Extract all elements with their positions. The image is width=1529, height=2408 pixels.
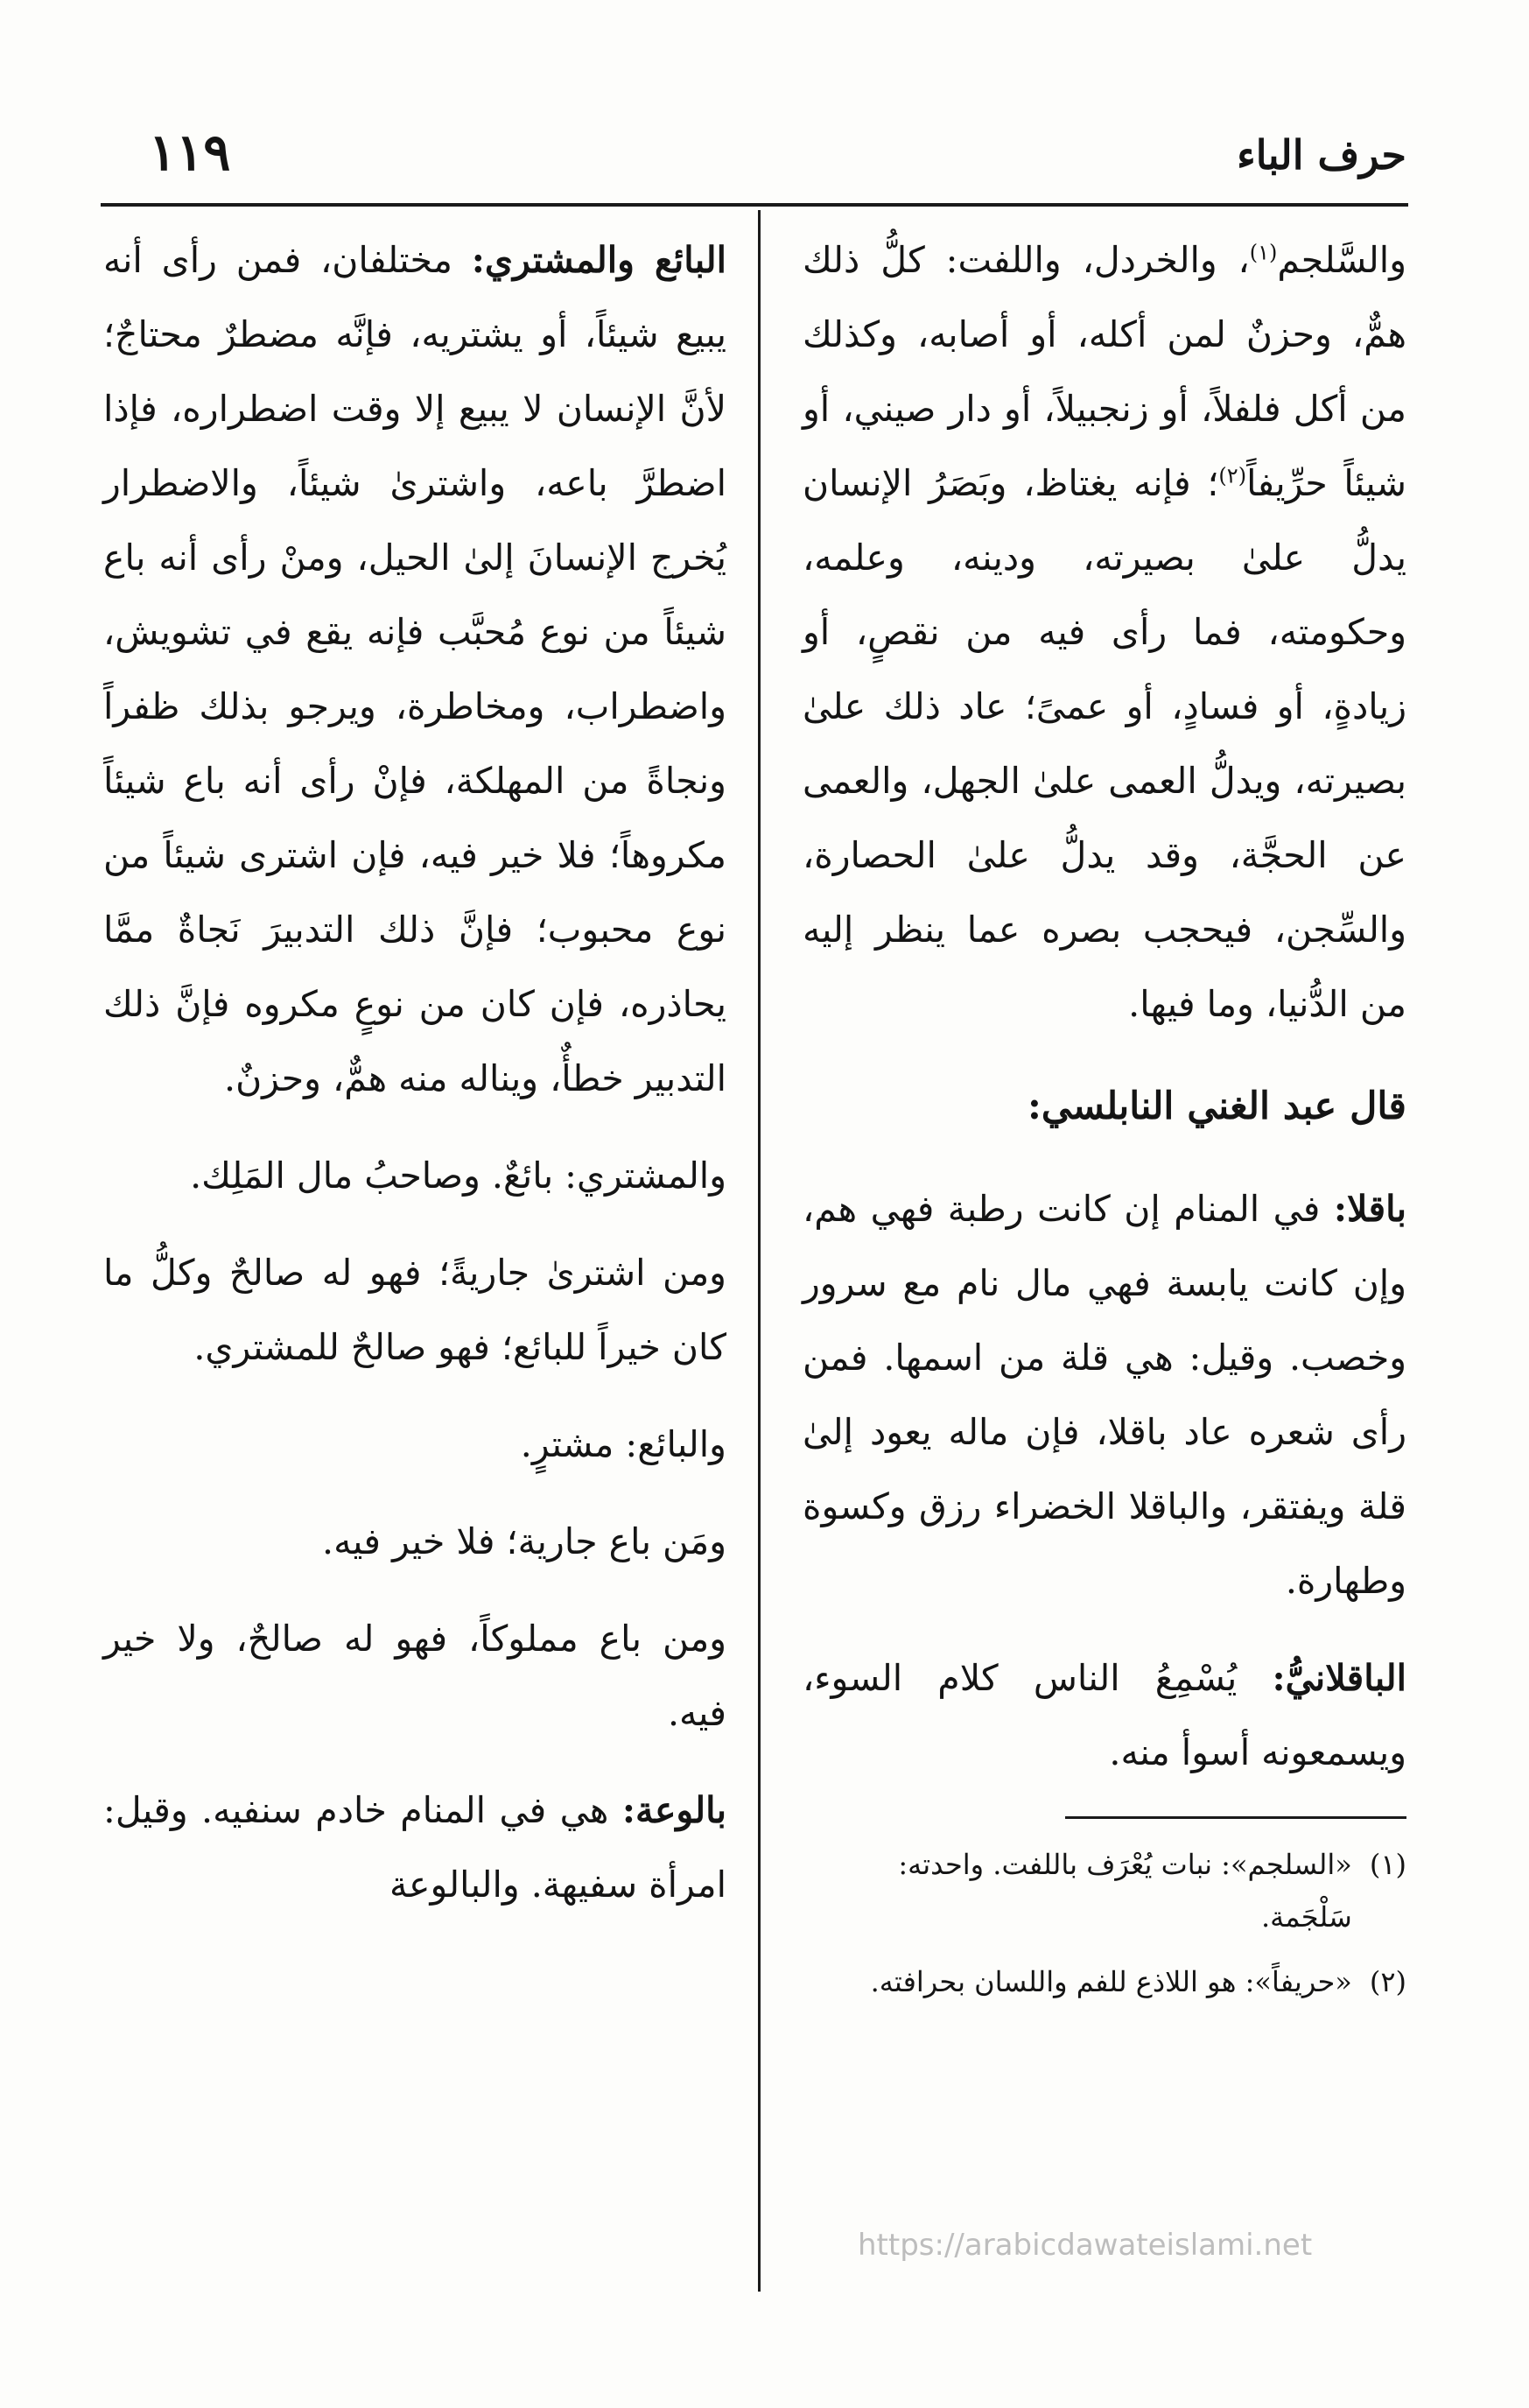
footnote-1 [803,1838,1406,1943]
entry-term: باقلا: [1333,1188,1406,1230]
paragraph-buy-maid: ومن اشترىٰ جاريةً؛ فهو له صالحٌ وكلُّ ما كان خيراً للبائع؛ فهو صالحٌ للمشتري. [103,1252,726,1368]
page-header-title: حرف الباء [1237,131,1406,179]
footnote-ref-1[interactable]: (١) [1249,240,1278,265]
entry-baqilani [803,1641,1406,1790]
left-column [103,223,726,1945]
entry-seller-buyer [103,223,726,1116]
footnote-number: (١) [1369,1848,1406,1881]
right-column [803,223,1406,2020]
footnote-rule [1065,1816,1406,1819]
entry-term: البائع والمشتري: [471,239,726,281]
watermark-url: https://arabicdawateislami.net [858,2228,1313,2263]
text-run: والسَّلجم [1277,239,1406,281]
footnote-ref-2[interactable]: (٢) [1218,463,1247,488]
entry-term: بالوعة: [621,1789,726,1831]
entry-text: مختلفان، فمن رأى أنه يبيع شيئاً، أو يشتريه، فإنَّه مضطرٌ محتاجٌ؛ لأنَّ الإنسان لا يبيع إلا وقت اضطراره، فإذا اضطرَّ باعه، واشترىٰ شيئاً، والاضطرار يُخرج الإنسانَ إلىٰ الحيل، ومنْ رأى أنه باع شيئاً من نوع مُحبَّب فإنه يقع في تشويش، واضطراب، ومخاطرة، ويرجو بذلك ظفراً ونجاةً من المهلكة، فإنْ رأى أنه باع شيئاً مكروهاً؛ فلا خير فيه، فإن اشترى شيئاً من نوع محبوب؛ فإنَّ ذلك التدبيرَ نَجاةٌ ممَّا يحاذره، فإن كان من نوعٍ مكروه فإنَّ ذلك التدبير خطأٌ، ويناله منه همٌّ، وحزنٌ. [103,239,726,1099]
entry-text: في المنام إن كانت رطبة فهي هم، وإن كانت يابسة فهي مال نام مع سرور وخصب. وقيل: هي قلة من اسمها. فمن رأى شعره عاد باقلا، فإن ماله يعود إلىٰ قلة ويفتقر، والباقلا الخضراء رزق وكسوة وطهارة. [803,1188,1406,1602]
entry-baluaa [103,1773,726,1922]
entry-text: يُسْمِعُ الناس كلام السوء، ويسمعونه أسوأ منه. [803,1657,1406,1773]
section-heading: قال عبد الغني النابلسي: [1027,1085,1406,1128]
entry-term: الباقلانيُّ: [1272,1657,1406,1699]
footnote-number: (٢) [1369,1965,1406,1998]
header-rule [101,203,1408,207]
text-run: ، والخردل، واللفت: كلُّ ذلك همٌّ، وحزنٌ لمن أكله، أو أصابه، وكذلك من أكل فلفلاً، أو زنجبيلاً، أو دار صيني، أو شيئاً حرِّيفاً [803,239,1406,504]
paragraph-sell-slave: ومن باع مملوكاً، فهو له صالحٌ، ولا خير فيه. [103,1618,726,1734]
text-run: ؛ فإنه يغتاظ، وبَصَرُ الإنسان يدلُّ علىٰ بصيرته، ودينه، وعلمه، وحكومته، فما رأى فيه من نقصٍ، أو زيادةٍ، أو فسادٍ، أو عمىً؛ عاد ذلك علىٰ بصيرته، ويدلُّ العمى علىٰ الجهل، والعمى عن الحجَّة، وقد يدلُّ علىٰ الحصارة، والسِّجن، فيحجب بصره عما ينظر إليه من الدُّنيا، وما فيها. [803,462,1406,1025]
column-divider [758,210,761,2292]
paragraph-sell-maid: ومَن باع جارية؛ فلا خير فيه. [322,1520,726,1562]
page-number: ١١٩ [149,123,231,182]
paragraph-seller: والبائع: مشترٍ. [520,1423,726,1465]
footnote-text: «السلجم»: نبات يُعْرَف باللفت. واحدته: سَلْجَمة. [898,1848,1352,1934]
entry-text: هي في المنام خادم سنفيه. وقيل: امرأة سفيهة. والبالوعة [103,1789,726,1906]
paragraph-buyer: والمشتري: بائعٌ. وصاحبُ مال المَلِك. [190,1155,726,1197]
footnote-2 [803,1955,1406,2008]
paragraph-salgam [803,223,1406,1042]
entry-baqila [803,1172,1406,1618]
footnote-text: «حريفاً»: هو اللاذع للفم واللسان بحرافته. [870,1965,1352,1998]
